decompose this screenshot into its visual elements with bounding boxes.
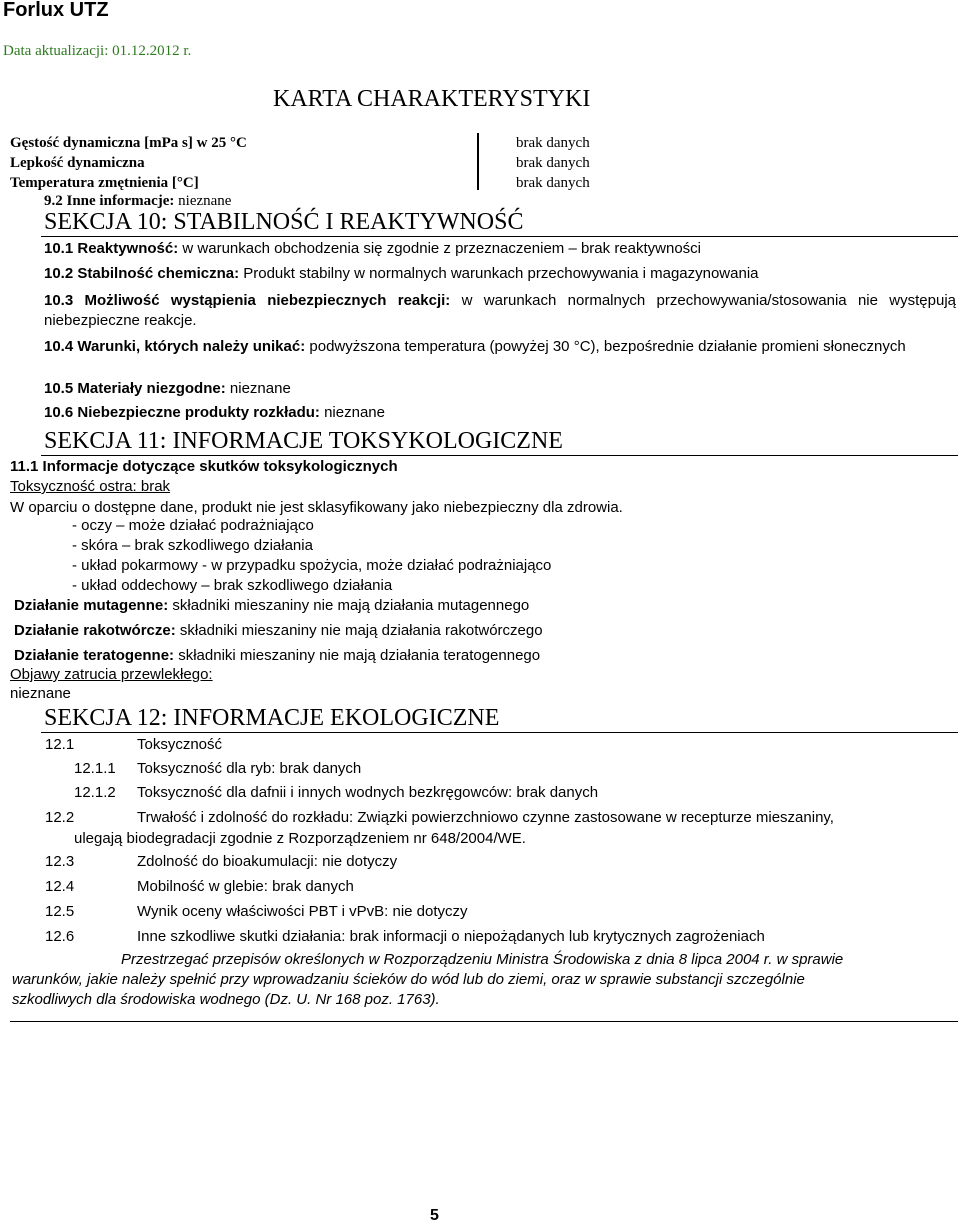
s11-subtitle: 11.1 Informacje dotyczące skutków toksykologicznych xyxy=(10,458,398,475)
s10-stability-text: Produkt stabilny w normalnych warunkach przechowywania i magazynowania xyxy=(243,265,759,282)
property-value: brak danych xyxy=(516,175,590,191)
s12-daphnia-toxicity: Toksyczność dla dafnii i innych wodnych bezkręgowców: brak danych xyxy=(137,784,599,801)
s11-carcinogenic-label: Działanie rakotwórcze: xyxy=(14,622,176,639)
property-label: Gęstość dynamiczna [mPa s] w 25 °C xyxy=(10,135,247,151)
s11-teratogenic-text: składniki mieszaniny nie mają działania teratogennego xyxy=(178,647,541,664)
s10-incompatible-text: nieznane xyxy=(229,380,291,397)
s11-chronic-label: Objawy zatrucia przewlekłego: xyxy=(10,666,213,683)
section-9-2-label: 9.2 Inne informacje: xyxy=(44,193,175,209)
s11-carcinogenic xyxy=(14,622,543,639)
s11-intro: W oparciu o dostępne dane, produkt nie jest sklasyfikowany jako niebezpieczny dla zdrowia. xyxy=(10,499,623,516)
s12-regulation-note-line: Przestrzegać przepisów określonych w Rozporządzeniu Ministra Środowiska z dnia 8 lipca 2004 r. w sprawie xyxy=(121,951,844,968)
s12-fish-toxicity: Toksyczność dla ryb: brak danych xyxy=(137,760,362,777)
s10-conditions-label: 10.4 Warunki, których należy unikać: xyxy=(44,338,306,355)
s10-incompatible-label: 10.5 Materiały niezgodne: xyxy=(44,380,226,397)
s12-regulation-note-line: warunków, jakie należy spełnić przy wprowadzaniu ścieków do wód lub do ziemi, oraz w sprawie substancji szczególnie xyxy=(12,971,805,988)
s12-toxicity: Toksyczność xyxy=(137,736,223,753)
s10-hazardous-reactions-text: w warunkach normalnych przechowywania/stosowania nie występują niebezpieczne reakcje. xyxy=(44,292,957,329)
s12-num: 12.5 xyxy=(45,903,75,920)
s10-decomposition-label: 10.6 Niebezpieczne produkty rozkładu: xyxy=(44,404,320,421)
footer-divider xyxy=(10,1021,958,1022)
s11-teratogenic xyxy=(14,647,540,664)
brand-name: Forlux UTZ xyxy=(3,0,109,21)
s12-pbt-assessment: Wynik oceny właściwości PBT i vPvB: nie dotyczy xyxy=(137,903,468,920)
s12-other-effects: Inne szkodliwe skutki działania: brak informacji o niepożądanych lub krytycznych zagrożeniach xyxy=(137,928,765,945)
section-divider xyxy=(41,732,958,733)
s12-mobility: Mobilność w glebie: brak danych xyxy=(137,878,354,895)
section-11-title: SEKCJA 11: INFORMACJE TOKSYKOLOGICZNE xyxy=(44,428,563,454)
s10-reactivity-label: 10.1 Reaktywność: xyxy=(44,240,179,257)
s10-reactivity xyxy=(44,240,701,257)
section-12-title: SEKCJA 12: INFORMACJE EKOLOGICZNE xyxy=(44,705,500,731)
s11-effect-item: - oczy – może działać podrażniająco xyxy=(72,517,314,534)
s11-effect-item: - układ pokarmowy - w przypadku spożycia, może działać podrażniająco xyxy=(72,557,552,574)
s12-persistence-cont: ulegają biodegradacji zgodnie z Rozporządzeniem nr 648/2004/WE. xyxy=(74,830,526,847)
s12-num: 12.3 xyxy=(45,853,75,870)
section-9-2-value: nieznane xyxy=(178,193,232,209)
s12-num: 12.1.1 xyxy=(74,760,116,777)
section-9-2 xyxy=(44,193,231,210)
column-divider xyxy=(477,133,479,190)
property-value: brak danych xyxy=(516,155,590,171)
property-value: brak danych xyxy=(516,135,590,151)
s10-reactivity-text: w warunkach obchodzenia się zgodnie z przeznaczeniem – brak reaktywności xyxy=(182,240,702,257)
s10-stability xyxy=(44,265,759,282)
s12-num: 12.1 xyxy=(45,736,75,753)
s10-conditions-text: podwyższona temperatura (powyżej 30 °C), bezpośrednie działanie promieni słonecznych xyxy=(309,338,906,355)
s11-mutagenic xyxy=(14,597,529,614)
update-date: Data aktualizacji: 01.12.2012 r. xyxy=(3,43,192,59)
document-title: KARTA CHARAKTERYSTYKI xyxy=(273,86,591,112)
s12-regulation-note-line: szkodliwych dla środowiska wodnego (Dz. U. Nr 168 poz. 1763). xyxy=(12,991,440,1008)
s12-bioaccumulation: Zdolność do bioakumulacji: nie dotyczy xyxy=(137,853,398,870)
s12-persistence: Trwałość i zdolność do rozkładu: Związki powierzchniowo czynne zastosowane w recepturze mieszaniny, xyxy=(137,809,834,826)
s10-incompatible-materials xyxy=(44,380,291,397)
s11-acute-toxicity: Toksyczność ostra: brak xyxy=(10,478,171,495)
page-number: 5 xyxy=(430,1207,439,1224)
s10-hazardous-reactions-label: 10.3 Możliwość wystąpienia niebezpiecznych reakcji: xyxy=(44,292,451,309)
section-divider xyxy=(41,236,958,237)
s12-num: 12.4 xyxy=(45,878,75,895)
s12-num: 12.2 xyxy=(45,809,75,826)
s11-mutagenic-text: składniki mieszaniny nie mają działania mutagennego xyxy=(172,597,530,614)
property-label: Lepkość dynamiczna xyxy=(10,155,145,171)
s10-stability-label: 10.2 Stabilność chemiczna: xyxy=(44,265,240,282)
s10-decomposition-text: nieznane xyxy=(324,404,385,421)
s10-decomposition-products xyxy=(44,404,385,421)
s11-effect-item: - układ oddechowy – brak szkodliwego działania xyxy=(72,577,393,594)
s12-num: 12.6 xyxy=(45,928,75,945)
s10-conditions-to-avoid xyxy=(44,337,956,357)
section-divider xyxy=(41,455,958,456)
section-10-title: SEKCJA 10: STABILNOŚĆ I REAKTYWNOŚĆ xyxy=(44,209,524,235)
s11-chronic-value: nieznane xyxy=(10,685,71,702)
s11-effect-item: - skóra – brak szkodliwego działania xyxy=(72,537,313,554)
s10-hazardous-reactions xyxy=(44,291,956,331)
property-label: Temperatura zmętnienia [°C] xyxy=(10,175,199,191)
s11-mutagenic-label: Działanie mutagenne: xyxy=(14,597,169,614)
s11-carcinogenic-text: składniki mieszaniny nie mają działania rakotwórczego xyxy=(179,622,543,639)
s12-num: 12.1.2 xyxy=(74,784,116,801)
s11-teratogenic-label: Działanie teratogenne: xyxy=(14,647,175,664)
